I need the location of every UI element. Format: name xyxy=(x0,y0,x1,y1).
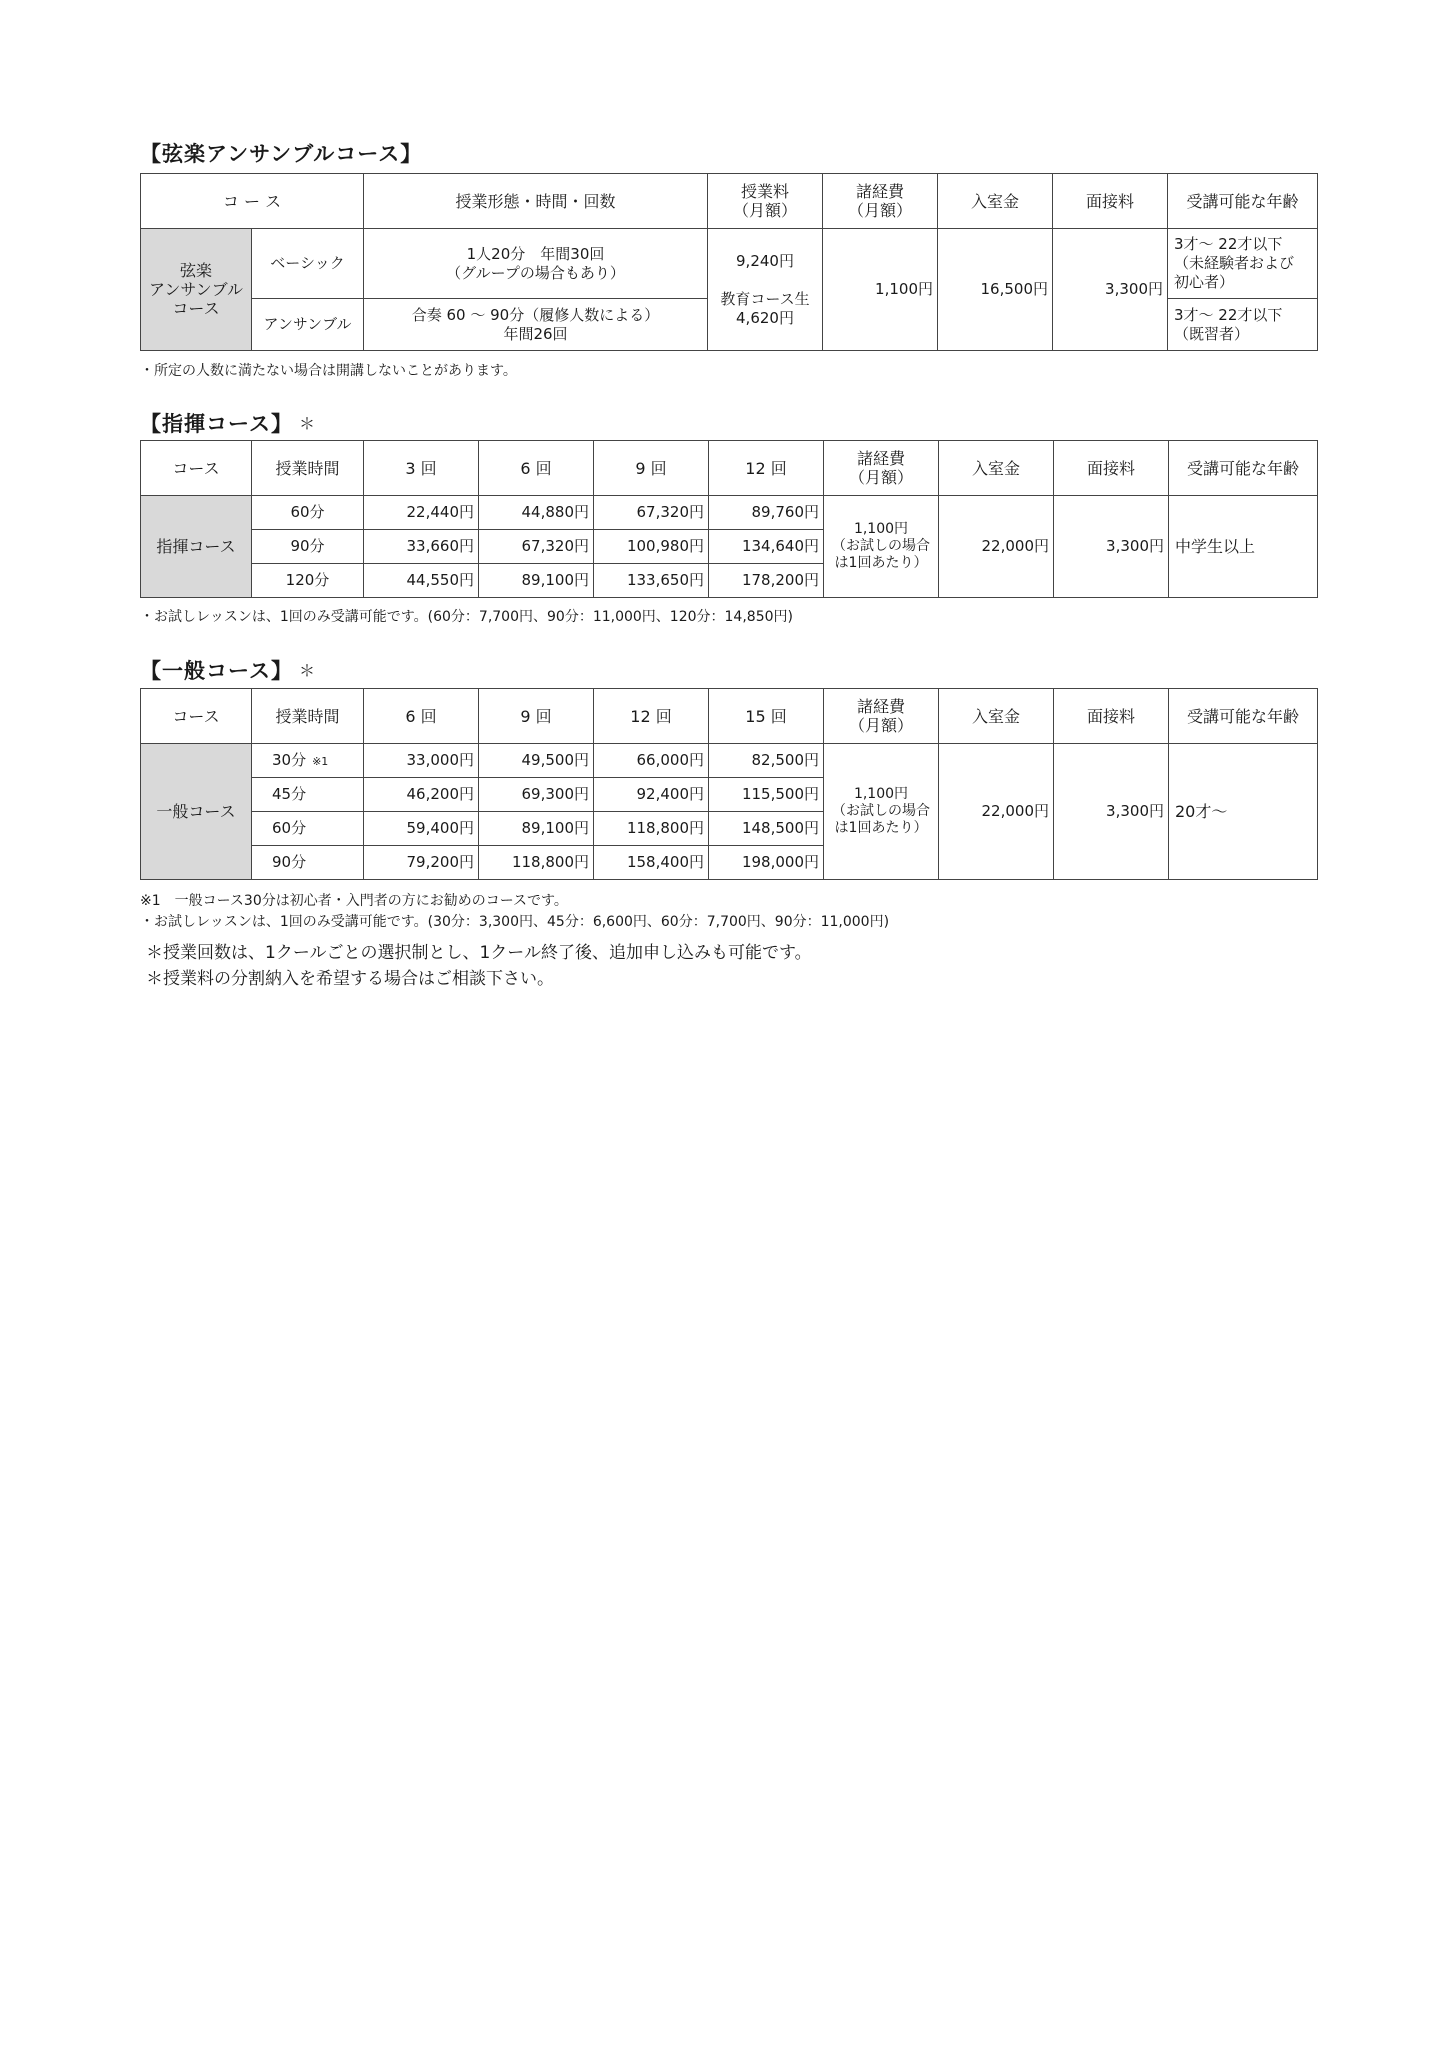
col-lesson-time: 授業時間 xyxy=(252,689,364,744)
price-cell: 59,400円 xyxy=(364,812,479,846)
age-cell: 中学生以上 xyxy=(1169,496,1318,598)
expenses-cell: 1,100円 xyxy=(823,229,938,351)
price-cell: 92,400円 xyxy=(594,778,709,812)
conducting-course-table xyxy=(140,440,1318,598)
table-row xyxy=(141,496,1318,530)
general-course-footnote: ※1 一般コース30分は初心者・入門者の方にお勧めのコースです。 xyxy=(140,893,568,909)
lesson-time-cell: 60分 xyxy=(252,496,364,530)
ensemble-label: アンサンブル xyxy=(252,299,364,351)
col-9-sessions: 9 回 xyxy=(479,689,594,744)
price-cell: 67,320円 xyxy=(594,496,709,530)
expenses-cell: 1,100円 （お試しの場合 は1回あたり） xyxy=(824,496,939,598)
general-course-note: ・お試しレッスンは、1回のみ受講可能です。(30分：3,300円、45分：6,600円、60分：7,700円、90分：11,000円) xyxy=(140,914,890,930)
price-cell: 198,000円 xyxy=(709,846,824,880)
price-cell: 33,660円 xyxy=(364,530,479,564)
price-cell: 100,980円 xyxy=(594,530,709,564)
col-age: 受講可能な年齢 xyxy=(1168,174,1318,229)
col-age: 受講可能な年齢 xyxy=(1169,689,1318,744)
price-cell: 89,760円 xyxy=(709,496,824,530)
entry-fee-cell: 16,500円 xyxy=(938,229,1053,351)
interview-fee-cell: 3,300円 xyxy=(1054,496,1169,598)
col-tuition: 授業料 （月額） xyxy=(708,174,823,229)
basic-label: ベーシック xyxy=(252,229,364,299)
lesson-time-text: 30分 xyxy=(272,750,307,769)
expenses-cell: 1,100円 （お試しの場合 は1回あたり） xyxy=(824,744,939,880)
header-row xyxy=(141,441,1318,496)
footer-note: ＊授業料の分割納入を希望する場合はご相談下さい。 xyxy=(146,969,554,989)
price-cell: 134,640円 xyxy=(709,530,824,564)
col-9-sessions: 9 回 xyxy=(594,441,709,496)
price-cell: 46,200円 xyxy=(364,778,479,812)
col-age: 受講可能な年齢 xyxy=(1169,441,1318,496)
price-cell: 178,200円 xyxy=(709,564,824,598)
general-title-text: 【一般コース】 xyxy=(140,659,293,683)
price-cell: 22,440円 xyxy=(364,496,479,530)
entry-fee-cell: 22,000円 xyxy=(939,496,1054,598)
conducting-title-text: 【指揮コース】 xyxy=(140,412,293,436)
col-course: コ ー ス xyxy=(141,174,364,229)
col-15-sessions: 15 回 xyxy=(709,689,824,744)
interview-fee-cell: 3,300円 xyxy=(1054,744,1169,880)
col-course: コース xyxy=(141,441,252,496)
col-expenses: 諸経費 （月額） xyxy=(823,174,938,229)
price-cell: 44,550円 xyxy=(364,564,479,598)
price-cell: 66,000円 xyxy=(594,744,709,778)
table-row xyxy=(141,744,1318,778)
price-cell: 148,500円 xyxy=(709,812,824,846)
lesson-time-cell: 120分 xyxy=(252,564,364,598)
price-cell: 158,400円 xyxy=(594,846,709,880)
course-name-cell: 一般コース xyxy=(141,744,252,880)
asterisk-mark: ＊ xyxy=(298,414,316,433)
price-cell: 82,500円 xyxy=(709,744,824,778)
price-cell: 79,200円 xyxy=(364,846,479,880)
price-cell: 89,100円 xyxy=(479,564,594,598)
ensemble-format: 合奏 60 ～ 90分（履修人数による） 年間26回 xyxy=(364,299,708,351)
lesson-time-cell: 90分 xyxy=(252,846,364,880)
col-12-sessions: 12 回 xyxy=(594,689,709,744)
price-cell: 115,500円 xyxy=(709,778,824,812)
tuition-cell: 9,240円 教育コース生 4,620円 xyxy=(708,229,823,351)
col-expenses: 諸経費 （月額） xyxy=(824,689,939,744)
price-cell: 89,100円 xyxy=(479,812,594,846)
footnote-mark: ※1 xyxy=(312,754,329,768)
price-cell: 118,800円 xyxy=(479,846,594,880)
table-row xyxy=(141,229,1318,299)
col-3-sessions: 3 回 xyxy=(364,441,479,496)
lesson-time-cell xyxy=(252,744,364,778)
string-course-note: ・所定の人数に満たない場合は開講しないことがあります。 xyxy=(140,363,517,379)
conducting-course-title xyxy=(140,408,316,438)
ensemble-age: 3才～ 22才以下 （既習者） xyxy=(1168,299,1318,351)
conducting-course-note: ・お試しレッスンは、1回のみ受講可能です。(60分：7,700円、90分：11,000円、120分：14,850円) xyxy=(140,609,793,625)
col-interview-fee: 面接料 xyxy=(1054,689,1169,744)
col-12-sessions: 12 回 xyxy=(709,441,824,496)
col-format: 授業形態・時間・回数 xyxy=(364,174,708,229)
basic-format: 1人20分 年間30回 （グループの場合もあり） xyxy=(364,229,708,299)
col-course: コース xyxy=(141,689,252,744)
interview-fee-cell: 3,300円 xyxy=(1053,229,1168,351)
string-course-table xyxy=(140,173,1318,351)
col-6-sessions: 6 回 xyxy=(364,689,479,744)
basic-age: 3才～ 22才以下 （未経験者および 初心者） xyxy=(1168,229,1318,299)
col-6-sessions: 6 回 xyxy=(479,441,594,496)
lesson-time-cell: 90分 xyxy=(252,530,364,564)
price-cell: 33,000円 xyxy=(364,744,479,778)
col-interview-fee: 面接料 xyxy=(1053,174,1168,229)
course-name-cell: 弦楽 アンサンブル コース xyxy=(141,229,252,351)
col-expenses: 諸経費 （月額） xyxy=(824,441,939,496)
lesson-time-cell: 60分 xyxy=(252,812,364,846)
price-cell: 49,500円 xyxy=(479,744,594,778)
col-entry-fee: 入室金 xyxy=(939,689,1054,744)
price-cell: 67,320円 xyxy=(479,530,594,564)
lesson-time-cell: 45分 xyxy=(252,778,364,812)
col-interview-fee: 面接料 xyxy=(1054,441,1169,496)
asterisk-mark: ＊ xyxy=(298,661,316,680)
age-cell: 20才～ xyxy=(1169,744,1318,880)
general-course-title xyxy=(140,655,316,685)
col-entry-fee: 入室金 xyxy=(938,174,1053,229)
header-row xyxy=(141,174,1318,229)
price-cell: 44,880円 xyxy=(479,496,594,530)
string-course-title: 【弦楽アンサンブルコース】 xyxy=(140,142,423,166)
col-lesson-time: 授業時間 xyxy=(252,441,364,496)
price-cell: 69,300円 xyxy=(479,778,594,812)
course-name-cell: 指揮コース xyxy=(141,496,252,598)
entry-fee-cell: 22,000円 xyxy=(939,744,1054,880)
header-row xyxy=(141,689,1318,744)
price-cell: 133,650円 xyxy=(594,564,709,598)
footer-note: ＊授業回数は、1クールごとの選択制とし、1クール終了後、追加申し込みも可能です。 xyxy=(146,943,812,963)
col-entry-fee: 入室金 xyxy=(939,441,1054,496)
general-course-table xyxy=(140,688,1318,880)
price-cell: 118,800円 xyxy=(594,812,709,846)
